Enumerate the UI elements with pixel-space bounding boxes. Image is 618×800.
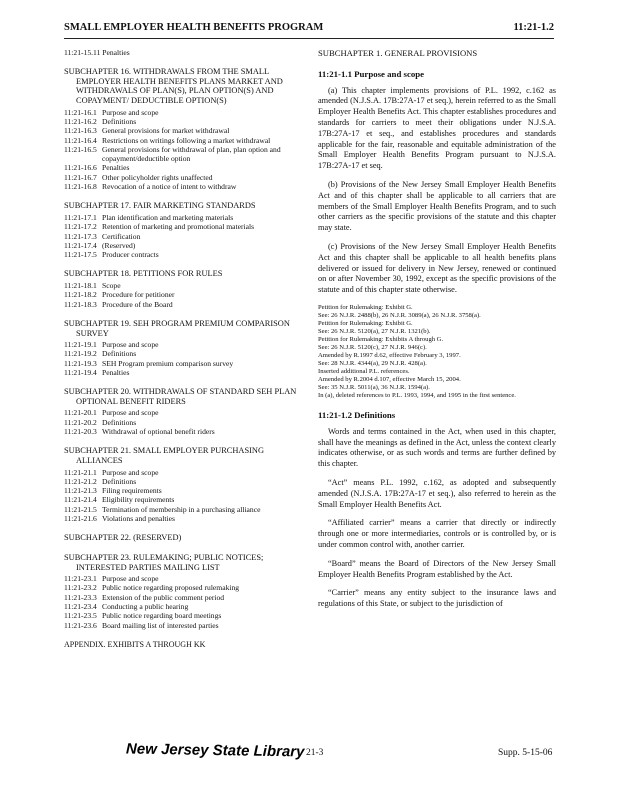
toc-row-title: Filing requirements (102, 486, 162, 496)
toc-row-number: 11:21-21.2 (64, 476, 97, 486)
history-line: See: 26 N.J.R. 5120(a), 27 N.J.R. 1321(b). (318, 327, 431, 335)
toc-row-title: Withdrawal of optional benefit riders (102, 427, 215, 437)
subchapter-block (64, 446, 306, 523)
toc-row-title: Restrictions on writings following a market withdrawal (102, 135, 271, 145)
toc-row (64, 621, 306, 630)
toc-row (64, 340, 306, 349)
subchapter-title: SUBCHAPTER 22. (RESERVED) (64, 533, 182, 543)
toc-row-number: 11:21-16.5 (64, 144, 97, 154)
toc-row (64, 505, 306, 514)
toc-row-number: 11:21-19.2 (64, 349, 97, 359)
toc-row-title: Conducting a public hearing (102, 602, 189, 611)
toc-row-title: General provisions for market withdrawal (102, 126, 230, 136)
toc-row-number: 11:21-16.6 (64, 163, 97, 173)
toc-row-title: Retention of marketing and promotional materials (102, 222, 255, 232)
history-line: See: 26 N.J.R. 5120(c), 27 N.J.R. 946(c). (318, 343, 427, 351)
text-column (318, 48, 556, 618)
subchapter-block (64, 67, 306, 191)
toc-row-title: Definitions (102, 349, 137, 359)
subchapter-block (64, 319, 306, 377)
toc-row-title: Purpose and scope (102, 408, 159, 418)
toc-row-number: 11:21-21.4 (64, 495, 97, 505)
toc-row (64, 213, 306, 222)
toc-row-number: 11:21-23.5 (64, 611, 97, 621)
subchapter-title: SUBCHAPTER 23. RULEMAKING; PUBLIC NOTICES; INTERESTED PARTIES MAILING LIST (64, 552, 264, 572)
toc-row (64, 486, 306, 495)
toc-row (64, 300, 306, 309)
running-header (64, 22, 554, 38)
toc-row-title: (Reserved) (102, 240, 136, 250)
subchapter-block (64, 533, 306, 543)
toc-row-number: 11:21-19.1 (64, 340, 97, 350)
toc-row-title: Eligibility requirements (102, 495, 175, 505)
toc-row-title: General provisions for withdrawal of plan, plan option and copayment/deductible option (102, 144, 281, 164)
toc-row (64, 232, 306, 241)
toc-row (64, 495, 306, 504)
toc-row-title: Producer contracts (102, 250, 159, 260)
toc-row-number: 11:21-18.2 (64, 290, 97, 300)
toc-row (64, 126, 306, 135)
toc-row-number: 11:21-20.1 (64, 408, 97, 418)
toc-row-title: Purpose and scope (102, 107, 159, 117)
toc-row-number: 11:21-21.1 (64, 467, 97, 477)
subchapter-heading: SUBCHAPTER 1. GENERAL PROVISIONS (318, 48, 478, 58)
section-2-body (318, 427, 556, 610)
toc-row (64, 281, 306, 290)
history-line: Petition for Rulemaking: Exhibits A through G. (318, 335, 444, 343)
subchapter-list (64, 67, 306, 630)
header-title: SMALL EMPLOYER HEALTH BENEFITS PROGRAM (64, 22, 324, 33)
toc-row-number: 11:21-16.8 (64, 182, 97, 192)
history-line: Petition for Rulemaking: Exhibit G. (318, 303, 413, 311)
toc-row-number: 11:21-17.5 (64, 250, 97, 260)
toc-row (64, 468, 306, 477)
history-line: Inserted additional P.L. references. (318, 367, 410, 375)
history-line: See: 26 N.J.R. 2488(b), 26 N.J.R. 3089(a), 26 N.J.R. 3758(a). (318, 311, 481, 319)
subchapter-title: SUBCHAPTER 16. WITHDRAWALS FROM THE SMALL EMPLOYER HEALTH BENEFITS PLANS MARKET AND WITHDRAWALS OF PLAN(S), PLAN OPTION(S) AND COPAYMENT/ DEDUCTIBLE OPTION(S) (64, 67, 283, 106)
page-number: 21-3 (306, 748, 324, 758)
toc-row (64, 290, 306, 299)
subchapter-title: SUBCHAPTER 21. SMALL EMPLOYER PURCHASING ALLIANCES (64, 446, 265, 465)
toc-row (64, 136, 306, 145)
paragraph: “Act” means P.L. 1992, c.162, as adopted and subsequently amended (N.J.S.A. 17B:27A-17 et seq.), also referred to herein as the Small Employer Health Benefits Act. (318, 477, 556, 509)
toc-row (64, 359, 306, 368)
subchapter-block (64, 269, 306, 308)
history-line: See: 35 N.J.R. 5011(a), 36 N.J.R. 1594(a). (318, 383, 430, 391)
toc-row-number: 11:21-16.4 (64, 135, 97, 145)
section-heading: 11:21-1.1 Purpose and scope (318, 68, 425, 79)
history-line: Amended by R.2004 d.107, effective March 15, 2004. (318, 375, 461, 383)
paragraph: Words and terms contained in the Act, when used in this chapter, shall have the meanings as defined in the Act, unless the context clearly indicates otherwise, or as such words and terms are further defined by this chapter. (318, 426, 557, 469)
toc-row-number: 11:21-21.3 (64, 486, 97, 496)
toc-row-title: Other policyholder rights unaffected (102, 172, 213, 182)
toc-row (64, 593, 306, 602)
section-1-body (318, 86, 556, 296)
toc-row (64, 250, 306, 259)
toc-row-number: 11:21-20.3 (64, 427, 97, 437)
toc-row-title: Violations and penalties (102, 514, 175, 524)
appendix-line: APPENDIX. EXHIBITS A THROUGH KK (64, 639, 206, 649)
paragraph: “Carrier” means any entity subject to the insurance laws and regulations of this State, or subject to the jurisdiction of (318, 588, 556, 609)
toc-row-number: 11:21-17.1 (64, 212, 97, 222)
toc-row-title: Termination of membership in a purchasing alliance (102, 504, 261, 514)
header-section: 11:21-1.2 (513, 22, 554, 33)
toc-row-number: 11:21-23.3 (64, 592, 97, 602)
subchapter-block (64, 387, 306, 436)
toc-row-title: Purpose and scope (102, 340, 159, 350)
toc-row-title: Purpose and scope (102, 574, 159, 584)
toc-row (64, 602, 306, 611)
toc-row (64, 477, 306, 486)
toc-row-title: Definitions (102, 116, 137, 126)
toc-row (64, 241, 306, 250)
toc-row-title: Plan identification and marketing materials (102, 212, 234, 222)
toc-row-title: Penalties (102, 367, 130, 377)
toc-row-title: Procedure of the Board (102, 299, 173, 309)
subchapter-title: SUBCHAPTER 20. WITHDRAWALS OF STANDARD SEH PLAN OPTIONAL BENEFIT RIDERS (64, 387, 297, 406)
toc-row-number: 11:21-23.2 (64, 583, 97, 593)
toc-row-title: Purpose and scope (102, 467, 159, 477)
toc-row (64, 574, 306, 583)
toc-column (64, 48, 306, 649)
history-line: Petition for Rulemaking: Exhibit G. (318, 319, 413, 327)
history-line: Amended by R.1997 d.62, effective February 3, 1997. (318, 351, 461, 359)
toc-row-title: Procedure for petitioner (102, 290, 175, 300)
toc-row-number: 11:21-19.3 (64, 358, 97, 368)
toc-row-title: Extension of the public comment period (102, 592, 225, 602)
toc-row (64, 427, 306, 436)
section-heading: 11:21-1.2 Definitions (318, 409, 396, 420)
toc-row-number: 11:21-19.4 (64, 367, 97, 377)
supplement-date: Supp. 5-15-06 (498, 748, 553, 758)
toc-row-title: Certification (102, 231, 141, 241)
toc-row (64, 222, 306, 231)
toc-row (64, 182, 306, 191)
toc-row-number: 11:21-17.3 (64, 231, 97, 241)
toc-row-number: 11:21-18.1 (64, 281, 97, 291)
toc-row-number: 11:21-20.2 (64, 417, 97, 427)
toc-row-title: Definitions (102, 417, 137, 427)
toc-row (64, 418, 306, 427)
toc-row-title: Revocation of a notice of intent to withdraw (102, 182, 237, 192)
toc-row-number: 11:21-16.7 (64, 172, 97, 182)
history-line: See: 28 N.J.R. 4344(a), 29 N.J.R. 428(a). (318, 359, 427, 367)
paragraph: (c) Provisions of the New Jersey Small Employer Health Benefits Act and this chapter shall be applicable to all health benefits plans delivered or issued for delivery in New Jersey, renewed or continued on or after November 30, 1992, except as the specific provisions of the statute and of this chapter state otherwise. (318, 241, 556, 295)
toc-row-number: 11:21-23.1 (64, 574, 97, 584)
toc-row (64, 583, 306, 592)
toc-row (64, 368, 306, 377)
toc-row (64, 145, 306, 164)
toc-row-title: Penalties (102, 163, 130, 173)
paragraph: (a) This chapter implements provisions of P.L. 1992, c.162 as amended (N.J.S.A. 17B:27A-17 et seq.), herein referred to as the Small Employer Health Benefits Act. This chapter establishes procedures and standards for carriers to meet their obligations under N.J.S.A. 17B:27A-17 et seq., and establishes procedures and standards applicable for the fair, reasonable and equitable administration of the Small Employer Health Benefits Program pursuant to N.J.S.A. 17B:27A-17 et seq. (318, 85, 556, 171)
paragraph: (b) Provisions of the New Jersey Small Employer Health Benefits Act and of this chapter shall be applicable to all carriers that are members of the Small Employer Health Benefits Program, and to such other carriers as the specific provisions of the statute and this chapter may state. (318, 179, 556, 233)
library-logo: New Jersey State Library (125, 740, 305, 761)
paragraph: “Affiliated carrier” means a carrier that directly or indirectly through one or more intermediaries, controls or is controlled by, or is under common control with, another carrier. (318, 518, 556, 549)
subchapter-title: SUBCHAPTER 18. PETITIONS FOR RULES (64, 269, 223, 279)
paragraph: “Board” means the Board of Directors of the New Jersey Small Employer Health Benefits Program established by the Act. (318, 558, 556, 579)
toc-row-title: Definitions (102, 476, 137, 486)
toc-row (64, 349, 306, 358)
toc-row-number: 11:21-16.2 (64, 116, 97, 126)
toc-row-number: 11:21-17.4 (64, 240, 97, 250)
toc-row-title: Public notice regarding board meetings (102, 611, 222, 621)
toc-row-number: 11:21-18.3 (64, 299, 97, 309)
history-line: In (a), deleted references to P.L. 1993, 1994, and 1995 in the first sentence. (318, 391, 516, 399)
subchapter-title: SUBCHAPTER 17. FAIR MARKETING STANDARDS (64, 201, 256, 211)
toc-row (64, 514, 306, 523)
toc-row-number: 11:21-21.5 (64, 504, 97, 514)
toc-row-number: 11:21-21.6 (64, 514, 97, 524)
toc-row-number: 11:21-23.4 (64, 602, 97, 611)
subchapter-block (64, 553, 306, 630)
history-notes (318, 304, 556, 400)
subchapter-block (64, 201, 306, 259)
toc-row (64, 173, 306, 182)
toc-row (64, 117, 306, 126)
toc-row (64, 611, 306, 620)
toc-row-number: 11:21-17.2 (64, 222, 97, 232)
toc-row (64, 408, 306, 417)
toc-row-title: Public notice regarding proposed rulemaking (102, 583, 240, 593)
toc-row-number: 11:21-23.6 (64, 620, 97, 630)
subchapter-title: SUBCHAPTER 19. SEH PROGRAM PREMIUM COMPARISON SURVEY (64, 318, 290, 338)
toc-row-title: Board mailing list of interested parties (102, 620, 219, 630)
toc-row-title: Scope (102, 281, 121, 291)
toc-row-number: 11:21-16.1 (64, 107, 97, 117)
toc-row-title: SEH Program premium comparison survey (102, 358, 234, 368)
toc-row (64, 163, 306, 172)
header-rule (64, 38, 554, 39)
toc-row-number: 11:21-16.3 (64, 126, 97, 136)
toc-row (64, 108, 306, 117)
toc-first-entry: 11:21-15.11 Penalties (64, 48, 130, 57)
